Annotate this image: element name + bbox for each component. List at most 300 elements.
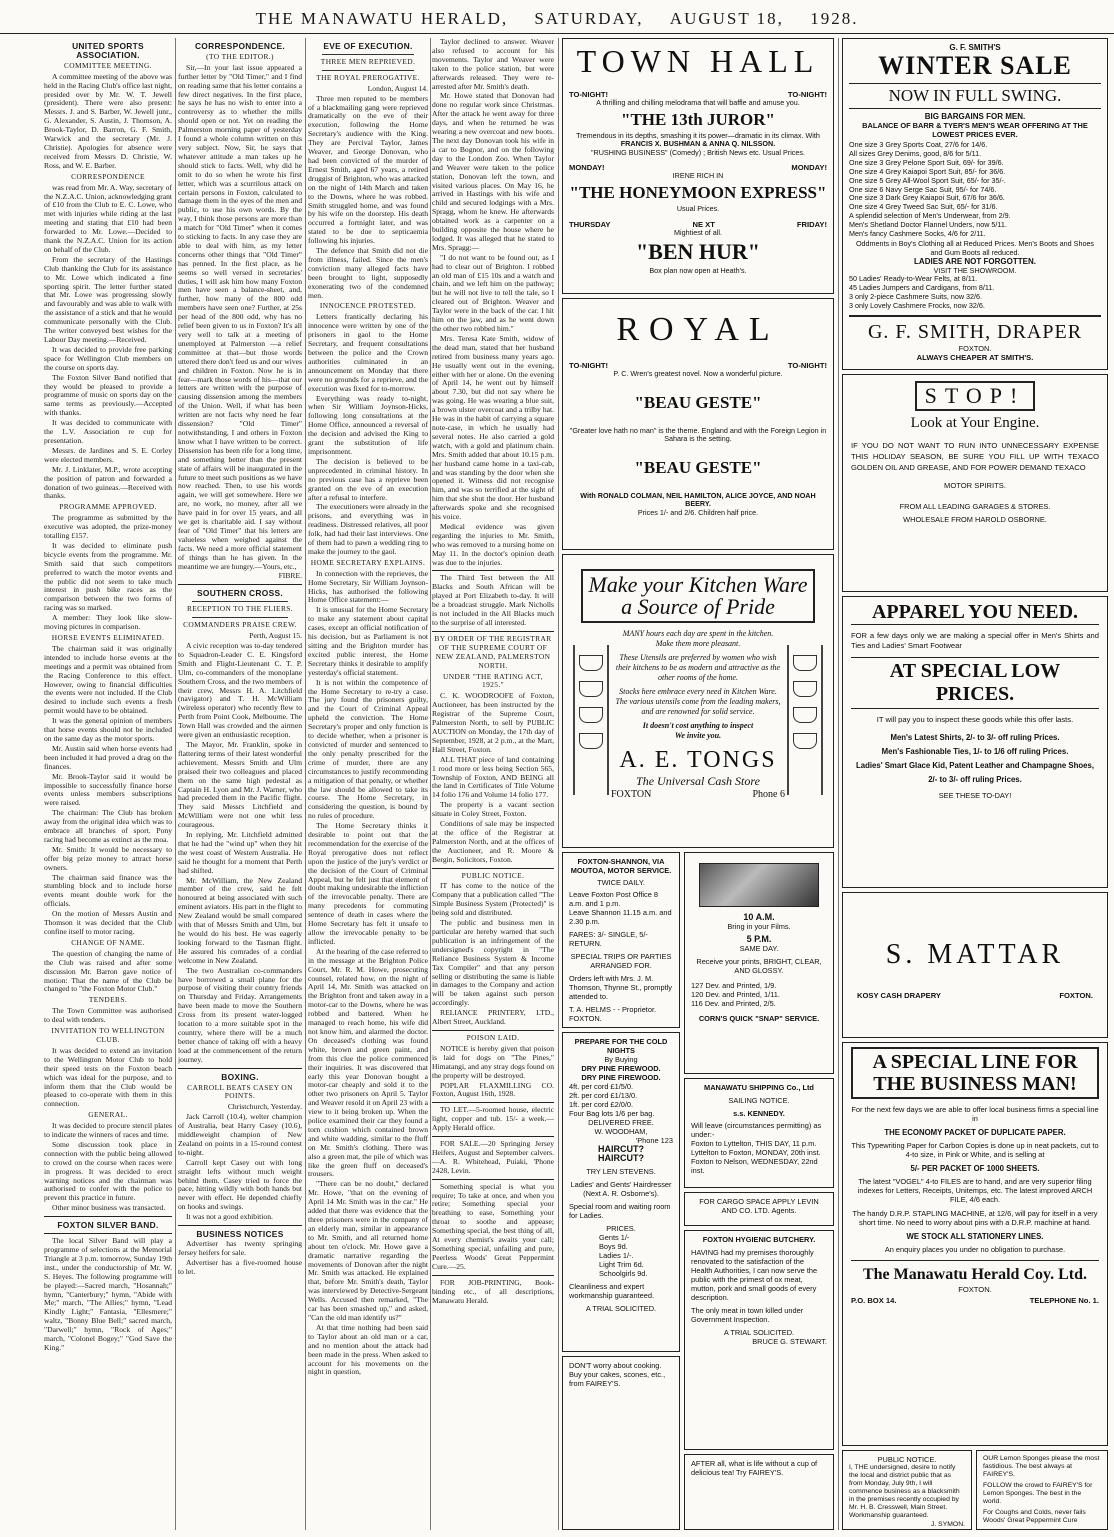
- classified-ad: FOR SALE.—20 Springing Jersey Heifers, August and September calvers.—A. R. Whitehead, Puiaki, 'Phone 2428, Levin.: [432, 1139, 554, 1175]
- sale-item: All sizes Grey Denims, good, 8/6 for 5/11.: [849, 148, 982, 158]
- paragraph: Letters frantically declaring his innocence were written by one of the prisoners in gaol to the Home Secretary, and frequent consultations between the police and the Crown authorities culminated in an announcement on Monday that there were no grounds for a reprieve, and the execution was fixed for to-morrow.: [308, 312, 428, 393]
- ad-text: Leave Shannon 11.15 a.m. and 2.30 p.m.: [569, 908, 672, 926]
- cast: FRANCIS X. BUSHMAN & ANNA Q. NILSSON.: [620, 139, 776, 149]
- ad-text: FARES: 3/- SINGLE, 5/- RETURN.: [569, 930, 648, 948]
- ad-text: "RUSHING BUSINESS" (Comedy) ; British News etc. Usual Prices.: [591, 147, 805, 157]
- publisher-name: The Manawatu Herald Coy. Ltd.: [851, 1260, 1099, 1285]
- paragraph: Advertiser has twenty springing Jersey heifers for sale.: [178, 1239, 302, 1257]
- day-label: FRIDAY!: [796, 219, 827, 229]
- store-tagline: The Universal Cash Store: [636, 774, 760, 788]
- paragraph: From the secretary of the Hastings Club thanking the Club for its assistance to Mr. Lowe which indicated a fine sporting spirit. The letter further stated that Mr. Lowe was progressing slowly and favourably and was able to walk with the assistance of a stick and that he would communicate personally with the Club. The writer conveyed best wishes for the Labour Day meeting.—Received.: [44, 254, 172, 344]
- ad-text: WHOLESALE FROM HAROLD OSBORNE.: [903, 515, 1047, 524]
- po-box: P.O. BOX 14.: [851, 1296, 897, 1306]
- paragraph: Everything was ready to-night, when Sir William Joynson-Hicks, following long consultations at the Home Office, announced a reversal of the decision and advised the King to grant the substitution of life imprisonment.: [308, 393, 428, 456]
- sale-list: [849, 141, 1101, 239]
- subhead: CHANGE OF NAME.: [71, 937, 145, 947]
- ad-text: DRY PINE FIREWOOD.: [581, 1064, 661, 1073]
- divider: [178, 1068, 302, 1069]
- paragraph: Some discussion took place in connection with the public being allowed to crowd on the course when races were in progress. It was decided to erect warning notices and the chairman was authorised to confer with the police to prevent this practice in future.: [44, 1139, 172, 1203]
- ad-text: By Buying: [604, 1055, 638, 1064]
- paragraph: Conditions of sale may be inspected at the office of the Registrar at Palmerston North, and at the offices of the Auctioneer, and R. Moore & Bergin, Solicitors, Foxton.: [432, 819, 554, 864]
- ad-text: Stocks here embrace every need in Kitchen Ware. The various utensils come from the leading makers, and are renowned for solid service.: [615, 687, 781, 716]
- film-title: "THE HONEYMOON EXPRESS": [569, 182, 827, 202]
- ad-text: Foxton to Lyttelton, THIS DAY, 11 p.m.: [691, 1139, 817, 1148]
- column-rule: [305, 38, 306, 1530]
- ad-title: FOXTON-SHANNON, VIA MOUTOA, MOTOR SERVICE.: [570, 857, 672, 875]
- ad-text: IF YOU DO NOT WANT TO RUN INTO UNNECESSARY EXPENSE THIS HOLIDAY SEASON, BE SURE YOU FILL UP WITH TEXACO GOLDEN OIL AND GREASE, AND FOR POWER DEMAND TEXACO: [851, 441, 1099, 472]
- paragraph: The chairman said finance was the stumbling block and to include horse events meant double work for the officials.: [44, 872, 172, 909]
- ad-text: Bring in your Films.: [727, 922, 791, 931]
- price-line: 1ft. per cord £2/0/0.: [569, 1100, 634, 1109]
- ad-text: Prices 1/- and 2/6. Children half price.: [637, 507, 759, 517]
- ad-lemon-sponges: [976, 1450, 1108, 1530]
- subhead: RECEPTION TO THE FLIERS.: [186, 604, 294, 614]
- sale-item: One size 3 Grey Pelone Sport Suit, 69/- for 39/6.: [849, 157, 1004, 167]
- subhead: INNOCENCE PROTESTED.: [319, 301, 417, 311]
- paragraph: Mr. Austin said when horse events had been included it had proved a drag on the finances.: [44, 743, 172, 771]
- ad-text: For the next few days we are able to offer local business firms a special line in: [851, 1105, 1099, 1124]
- headline-boxing: BOXING.: [221, 1071, 259, 1082]
- column-rule: [430, 38, 431, 1530]
- price-line: Ladies 1/-.: [599, 1251, 634, 1260]
- ad-text: MOTOR SPIRITS.: [944, 481, 1006, 490]
- ad-text: Oddments in Boy's Clothing all at Reduced Prices. Men's Boots and Shoes and Gum Boots all reduced.: [855, 238, 1095, 257]
- ad-text: Box plan now open at Heath's.: [649, 266, 747, 276]
- subhead: CARROLL BEATS CASEY ON POINTS.: [187, 1082, 293, 1101]
- pot-icon: [793, 707, 817, 723]
- paragraph: The question of changing the name of the Club was raised and after some discussion Mr. Barron gave notice of motion: That the name of the Club be changed to "the Foxton Motor Club.": [44, 948, 172, 994]
- dateline: Perth, August 15.: [249, 631, 302, 641]
- column-rule: [175, 38, 176, 1530]
- ad-title: HAIRCUT?: [598, 1144, 644, 1154]
- paragraph: The Mayor, Mr. Franklin, spoke in flattering terms of their latest wonderful achievement. Messrs Smith and Ulm praised their two colleagues and placed them on the same high pedestal as Captain H. Lyon and Mr. J. Warner, who had preceded them in the Pacific flight. They said Messrs Litchfield and McWilliam were not one whit less courageous.: [178, 739, 302, 830]
- pot-icon: [793, 655, 817, 671]
- ad-text: These Utensils are preferred by women who wish their kitchens to be as modern and attractive as the other rooms of the home.: [615, 653, 781, 682]
- ad-text: For Coughs and Colds, never fails Woods' Great Peppermint Cure: [983, 1509, 1086, 1524]
- ad-text: SEE THESE TO-DAY!: [938, 791, 1012, 800]
- ad-text: It doesn't cost anything to inspect: [642, 721, 754, 730]
- ad-text: Ladies' and Gents' Hairdresser (Next A. R. Osborne's).: [570, 1180, 672, 1198]
- sale-item: One size 3 Dark Grey Kaiapoi Suit, 67/6 for 36/6.: [849, 193, 1005, 203]
- paragraph: IT has come to the notice of the Company that a publication called "The Simple Business System (Protected)" is being sold and distributed.: [432, 881, 554, 918]
- subhead: COMMANDERS PRAISE CREW.: [183, 620, 297, 630]
- paragraph: A civic reception was to-day tendered to Squadron-Leader C. E. Kingsford Smith and Flight-Lieutenant C. T. P. Ulm, co-commanders of the monoplane Southern Cross, and the two members of their crew, Messrs H. A. Litchfield (navigator) and T. H. McWilliam (wireless operator) who recently flew to Perth from Point Cook, Melbourne. The Town Hall was crowded and the airmen were given an enthusiastic reception.: [178, 641, 302, 740]
- paragraph: The Foxton Silver Band notified that they would be pleased to provide a programme of music on sports day on the same terms as previously.—Accepted with thanks.: [44, 372, 172, 418]
- ad-text: VISIT THE SHOWROOM.: [933, 265, 1017, 275]
- ad-text: FOLLOW the crowd to FAIREY'S for Lemon Sponges. The best in the world.: [983, 1482, 1093, 1505]
- paragraph: The Third Test between the All Blacks and South African will be played at Port Elizabeth to-day. It will be a broadcast struggle. Mark Nicholls is not included in the All Blacks much to the surprise of all interested.: [432, 573, 554, 627]
- ad-text: A TRIAL SOLICITED.: [585, 1304, 657, 1313]
- ad-text: PRICES.: [606, 1224, 636, 1233]
- divider: [432, 1275, 554, 1276]
- ad-text: Tremendous in its depths, smashing it its power—dramatic in its climax. With: [576, 130, 820, 140]
- telephone: TELEPHONE No. 1.: [1029, 1296, 1099, 1306]
- paragraph: The executioners were already in the prisons, and everything was in readiness. Distressed relatives, all poor folk, had had their last interviews. One of them had to pawn a wedding ring to make the journey to the gaol.: [308, 502, 428, 556]
- headline-southern-cross: SOUTHERN CROSS.: [197, 588, 283, 599]
- ad-text: The only meat in town killed under Government Inspection.: [691, 1306, 804, 1324]
- signature: FIBRE.: [278, 571, 302, 581]
- dateline: London, August 14.: [367, 83, 428, 93]
- paragraph: "There can be no doubt," declared Mr. Howe, "that on the evening of April 14 Mr. Smith was in the car." He added that there was evidence that the three prisoners were in the company of an elderly man, similar in appearance to Mr. Smith, and all returned home about ten o'clock. Mr. Howe gave a dramatic narrative regarding the movements of Donovan after the night Mr. Smith was attacked. He explained that, before Mr. Smith's death, Taylor was interviewed by Detective-Sergeant Wells. Accused then remarked, "The car has been smashed up," and asked, "Can the old man identify us?": [308, 1179, 428, 1322]
- divider: [178, 584, 302, 585]
- subhead: INVITATION TO WELLINGTON CLUB.: [51, 1026, 165, 1044]
- ad-title: ROYAL: [616, 311, 780, 348]
- ad-texaco: [842, 374, 1108, 592]
- pot-icon: [579, 681, 603, 697]
- ad-text: FOXTON.: [958, 343, 992, 353]
- ad-text: Will leave (circumstances permitting) as under:-: [691, 1121, 822, 1139]
- paragraph: Mr. Smith: It would be necessary to offer big prize money to attract horse owners.: [44, 844, 172, 872]
- ad-text: A TRIAL SOLICITED.: [723, 1328, 795, 1337]
- paragraph: was read from Mr. A. Way, secretary of the N.Z.A.C. Union, acknowledging grant of £10 from the Club to E. C. Lowe, who met with injuries while riding at the last meeting and stating that £10 had been forwarded to Mr. Lowe.—Decided to thank the N.Z.A.C. Union for its action on behalf of the Club.: [44, 182, 172, 254]
- subhead: THREE MEN REPRIEVED.: [320, 56, 416, 66]
- ad-text: Lyttelton to Foxton, MONDAY, 20th inst.: [691, 1148, 821, 1157]
- ad-text: Foxton to Nelson, WEDNESDAY, 22nd inst.: [691, 1157, 818, 1175]
- ad-text: HAVING had my premises thoroughly renovated to the satisfaction of the Health Authorities, I can now serve the public with the primest of ox meat, mutton, pork and small goods of every description.: [691, 1248, 818, 1302]
- ad-text: FOXTON.: [958, 1285, 992, 1295]
- headline-business-notices: BUSINESS NOTICES: [196, 1229, 284, 1240]
- classified-ad: Something special is what you require; To take at once, and when you retire; Something special your breathing to ease, Something your throat to soothe and appease; Something special, the best thing of all, At every chemist's awaits your call; Something special, unfailing and pure, Peerless Woods' Great Peppermint Cure.—25.: [432, 1181, 554, 1271]
- masthead: [0, 0, 1114, 34]
- paragraph: Mr. J. Linklater, M.P., wrote accepting the position of patron and forwarded a donation of two guineas.—Received with thanks.: [44, 464, 172, 501]
- day-label: NE XT: [692, 219, 715, 229]
- ad-subtitle: NOW IN FULL SWING.: [849, 83, 1101, 109]
- paragraph: Sir,—In your last issue appeared a further letter by "Old Timer," and I find on reading same that his letter contains a few direct negatives. In the first place, he says he has no wish to enter into a controversy as to whether the mills should open or not. Yet on reading the Palmerston morning paper of yesterday I found a whole column written on this very subject. Now, Sir, he says that whatever attitude a man takes up he should stick to facts. Well, why did he omit to do so when he wrote his first letter, which was a scurrilous attack on certain persons in Foxton, calculated to damage them in the eyes of the men and public, to use his own words. By the way, I think those persons are more than a match for "Old Timer" when it comes to sticking to facts. In any case they are able to deal with him, as my letter concerns other things that "Old Timer" has penned. In the first place, as he seems so well versed in secretaries' duties, I will ask him how many Foxton men have seen a balance-sheet, and, further, how many of the 800 odd members have seen one? Further, at 25s per head of the 800 odd, why has no relief been given to us in Foxton? It's all very well to talk at a meeting of unemployed at Palmerston —a relief committee at that—but those words uttered there don't feed us and our wives and children in Foxton. Now he is in fear—mark those words of his—that our letters are written with the purpose of causing dissension among the members of the Union. Well, if what has been written are not facts why need he fear dissension? "Old Timer" notwithstanding, I and others in Foxton know what I have written to be correct. Dissension has been rife for a long time, and something better than the present state of affairs will be inaugurated in the future to meet such positions as we have now reached. Then, to use his words again, we will get somewhere. Here we are, no work, no money, after all we have paid in for over 15 years, and all we get is charitable aid. I say without fear of "Old Timer" that his letters are valueless when weighed against the facts. We need a more official statement of things than he has given. In the meantime we are hungry.—Yours, etc.,: [178, 62, 302, 571]
- ad-text: SAILING NOTICE.: [728, 1096, 790, 1105]
- phone: 'Phone 123: [635, 1136, 673, 1145]
- ad-text: Mightiest of all.: [674, 227, 722, 237]
- paragraph: The two Australian co-commanders have borrowed a small plane for the purpose of visiting their country friends on Thursday and Friday. Arrangements have been made to move the Southern Cross from its present water-logged location to a more suitable spot in the country, where there will be a much better chance of taking off with a heavy load at the commencement of the return journey.: [178, 965, 302, 1064]
- ad-text: TWICE DAILY.: [597, 878, 645, 887]
- price-line: 116 Dev. and Printed, 2/5.: [691, 999, 776, 1008]
- ad-title: PREPARE FOR THE COLD NIGHTS: [574, 1037, 668, 1055]
- ad-text: FOR CARGO SPACE APPLY LEVIN AND CO. LTD. Agents.: [699, 1197, 819, 1215]
- sale-item: A splendid selection of Men's Underwear, from 2/9.: [849, 211, 1011, 221]
- store-location: FOXTON: [611, 789, 652, 800]
- column-rule: [838, 38, 839, 1530]
- ad-text: DON'T worry about cooking. Buy your cakes, scones, etc., from FAIREY'S.: [569, 1361, 666, 1388]
- notice-subhead: UNDER "THE RATING ACT, 1925.": [443, 671, 543, 690]
- ad-text: MANY hours each day are spent in the kitchen. Make them more pleasant.: [622, 629, 774, 648]
- ad-text: Cleanliness and expert workmanship guaranteed.: [569, 1282, 655, 1300]
- sale-item: 45 Ladies Jumpers and Cardigans, from 8/11.: [849, 282, 995, 292]
- paragraph: Jack Carroll (10.4), welter champion of Australia, beat Harry Casey (10.6), middleweight champion of New Zealand on points in a 15-round contest to-night.: [178, 1112, 302, 1157]
- ad-text: Leave Foxton Post Office 8 a.m. and 1 p.m.: [569, 890, 659, 908]
- ad-text: This Typewriting Paper for Carbon Copies is done up in neat packets, cut to 4-to size, in Pink or White, and is selling at: [851, 1140, 1099, 1160]
- subhead: CORRESPONDENCE: [71, 171, 145, 181]
- ad-text: FOR a few days only we are making a special offer in Men's Shirts and Ties and Ladies' Smart Footwear: [851, 631, 1099, 650]
- sale-list: [849, 275, 1101, 311]
- subhead: THE ROYAL PREROGATIVE.: [316, 72, 420, 82]
- ad-title: A SPECIAL LINE FOR THE BUSINESS MAN!: [851, 1047, 1099, 1099]
- price-line: Light Trim 6d.: [599, 1260, 644, 1269]
- ad-text: A thrilling and chilling melodrama that will baffle and amuse you.: [596, 98, 800, 107]
- issue-date: AUGUST 18,: [669, 9, 784, 28]
- offer-line: Ladies' Smart Glace Kid, Patent Leather and Champagne Shoes, 2/- to 3/- off ruling Prices.: [856, 761, 1094, 784]
- ad-butchery: [684, 1230, 834, 1450]
- paragraph: A committee meeting of the above was held in the Racing Club's office last night, presided over by Mr. W. T. Jewell (president). There were also present: Messrs. J. and S. Barber, W. Jewell junr., G. Alexander, S. Austin, J. Thomson, A. Brook-Taylor, D. Barron, G. F. Smith, Warwick and the secretary (Mr. J. Christie). Apologies for absence were received from Messrs D. Christie, W. Ross, and W. E. Barber.: [44, 71, 172, 170]
- paragraph: "I do not want to be found out, as I had to clear out of Brighton. I robbed an old man of £15 10s and a watch and chain, and we left him on the pathway; but he will not live to tell the tale, so I cleared out of Brighton. Weaver and Taylor were in the back of the car. I hit him on the jaw, and as he went down the other two robbed him.": [432, 252, 554, 333]
- sale-item: One size 5 Grey All-Wool Sport Suit, 65/- for 35/-.: [849, 175, 1006, 185]
- offer-line: Men's Fashionable Ties, 1/- to 1/6 off ruling Prices.: [881, 747, 1069, 756]
- paragraph: The programme as submitted by the executive was adopted, the prize-money totalling £157.: [44, 513, 172, 541]
- ad-cargo: [684, 1192, 834, 1226]
- sale-item: 3 only Lovely Cashmere Frocks, now 32/6.: [849, 300, 985, 310]
- paragraph: Three men reputed to be members of a blackmailing gang were reprieved dramatically on the eve of their execution, following the Home Secretary's audience with the King. They are Percival Taylor, James Weaver, and George Donovan, who had been convicted of the murder of Ernest Smith, aged 67 years, a retired druggist of Brighton, who was attacked on the night of 14th March and taken to the Downs, where he was robbed. Smith struggled home, and was found by his wife on the doorstep. His death occurred a fortnight later, and was stated to be due to septicaemia following his injuries.: [308, 93, 428, 246]
- pot-icon: [793, 681, 817, 697]
- ad-stationery: [842, 1042, 1108, 1446]
- paragraph: Mrs. Teresa Kate Smith, widow of the dead man, stated that her husband retired from business many years ago. He usually went out in the evening, either with her or alone. On the evening of April 14, he went out by himself about 7.30, but did not say where he was going. He was wearing a blue suit, a brown ulster overcoat and a trilby hat. He was in the habit of carrying a square note-case, in which he usually had several notes. He also carried a gold watch, with a gold and platinum chain. Mrs. Smith added that about 10.15 p.m. her husband came home in a taxi-cab, and was standing by the door when she opened it. Witness did not recognise him, and was so terrified at the sight of him that she shut the door. Her husband afterwards spoke and she recognised his voice.: [432, 333, 554, 522]
- divider: [432, 1030, 554, 1031]
- film-title: "BEAU GESTE": [634, 392, 762, 412]
- paragraph: The Town Committee was authorised to deal with tenders.: [44, 1006, 172, 1025]
- ad-tea: [684, 1454, 834, 1530]
- divider: [44, 1233, 172, 1234]
- headline-sports: UNITED SPORTS ASSOCIATION.: [72, 41, 144, 60]
- ad-title: FOXTON HYGIENIC BUTCHERY.: [702, 1235, 816, 1244]
- camera-illustration: [699, 863, 819, 907]
- column-3: [308, 38, 428, 1530]
- divider: [44, 1216, 172, 1217]
- paragraph: The property is a vacant section situate in Coley Street, Foxton.: [432, 800, 554, 819]
- paragraph: The chairman: The Club has broken away from the original idea which was to embrace all branches of sport. Pony racing had become as extinct as the moa.: [44, 808, 172, 844]
- divider: [432, 570, 554, 571]
- ad-cakes: [562, 1356, 680, 1530]
- ad-text: P. C. Wren's greatest novel. Now a wonderful picture.: [613, 369, 783, 378]
- ad-text: CORN'S QUICK "SNAP" SERVICE.: [698, 1014, 820, 1023]
- ad-text: WE STOCK ALL STATIONERY LINES.: [906, 1231, 1044, 1241]
- subhead: GENERAL.: [88, 1110, 128, 1120]
- tonight-label: TO-NIGHT!: [569, 361, 609, 370]
- ad-text: The latest "VOGEL" 4-to FILES are to hand, and are very superior filing indexes for Letters, Receipts, Unitemps, etc. The latest improved ARCH FILE, 4/6 each.: [857, 1176, 1093, 1205]
- paragraph: At that time nothing had been said to Taylor about an old man or a car, and no mention about the attack had been made in the press. When asked to account for his movements on the night in question,: [308, 1322, 428, 1377]
- ad-text: 10 A.M.: [743, 912, 775, 922]
- headline-band: FOXTON SILVER BAND.: [57, 1220, 159, 1231]
- ad-text: "Greater love hath no man" is the theme. England and with the Foreign Legion in Sahara is the setting.: [569, 425, 827, 444]
- signature: W. WOODHAM,: [594, 1127, 648, 1136]
- paragraph: Other minor business was transacted.: [52, 1203, 166, 1213]
- classified-ad: TO LET.—5-roomed house, electric light, copper and tub. 15/- a week.—Apply Herald office.: [432, 1105, 554, 1133]
- paragraph: Advertiser has a five-roomed house to let.: [178, 1257, 302, 1276]
- subhead: HOME SECRETARY EXPLAINS.: [310, 557, 426, 567]
- ad-firewood-haircut: [562, 1032, 680, 1352]
- paragraph: It was not a good exhibition.: [186, 1212, 273, 1222]
- store-phone: Phone 6: [752, 789, 785, 800]
- tonight-label: TO-NIGHT!: [787, 361, 827, 370]
- paragraph: A member: They look like slow-moving pictures in comparison.: [44, 613, 172, 632]
- day-label: MONDAY!: [791, 163, 827, 173]
- ad-title: WINTER SALE: [878, 51, 1072, 80]
- issue-year: 1928.: [810, 9, 859, 28]
- paragraph: On the motion of Messrs Austin and Thomson it was decided that the Club confine itself to motor racing.: [44, 909, 172, 936]
- ad-photo-service: [684, 852, 834, 1074]
- price-line: 120 Dev. and Printed, 1/11.: [691, 990, 780, 999]
- paragraph: It was decided to provide free parking space for Wellington Club members on the course on sports day.: [44, 344, 172, 372]
- ad-text: We invite you.: [674, 731, 722, 740]
- ad-apparel: [842, 596, 1108, 888]
- headline-execution: EVE OF EXECUTION.: [323, 41, 413, 51]
- paragraph: The public and business men in particular are hereby warned that such publication is an infringement of the undersigned's copyright in "The Reliance Business System & Income Tax Compiler" and that any person selling or distributing the same is liable in damages to the Company and action will be taken against such person accordingly.: [432, 918, 554, 1008]
- ad-title: APPAREL YOU NEED.: [851, 601, 1099, 625]
- sale-item: One size 6 Navy Serge Sac Suit, 95/- for 74/6.: [849, 184, 997, 194]
- ad-mattar: [842, 892, 1108, 1038]
- ad-text: ALWAYS CHEAPER AT SMITH'S.: [916, 352, 1034, 362]
- ad-title: TOWN HALL: [576, 43, 820, 79]
- price-line: Schoolgirls 9d.: [599, 1269, 648, 1278]
- signature: BRUCE G. STEWART.: [752, 1337, 827, 1346]
- ad-text: THE ECONOMY PACKET OF DUPLICATE PAPER.: [884, 1127, 1066, 1137]
- ad-text: Special room and waiting room for Ladies.: [569, 1202, 671, 1220]
- issue-day: SATURDAY,: [534, 9, 644, 28]
- ad-headline: AT SPECIAL LOW PRICES.: [851, 657, 1099, 709]
- ad-text: DELIVERED FREE.: [588, 1118, 654, 1127]
- paragraph: Messrs. de Jardines and S. E. Corley were elected members.: [44, 445, 172, 464]
- ad-text: I, THE undersigned, desire to notify the local and district public that as from Monday, July 9th, I will commence business as a blacksmith in the premises recently occupied by Mr. H. B. Cresswell, Main Street. Workmanship guaranteed.: [849, 1464, 960, 1519]
- ad-headline: Make your Kitchen Ware a Source of Pride: [581, 569, 815, 623]
- column-1: [44, 38, 172, 1530]
- cast: With RONALD COLMAN, NEIL HAMILTON, ALICE JOYCE, AND NOAH BEERY.: [580, 490, 816, 509]
- vessel-name: s.s. KENNEDY.: [733, 1109, 785, 1118]
- sale-item: One size 4 Grey Kaiapoi Sport Suit, 85/- for 36/6.: [849, 166, 1006, 176]
- ad-text: FROM ALL LEADING GARAGES & STORES.: [899, 502, 1051, 511]
- column-2: [178, 38, 302, 1530]
- paragraph: In connection with the reprieves, the Home Secretary, Sir William Joynson-Hicks, has authorised the following Home Office statement:—: [308, 568, 428, 605]
- ad-text: FOXTON.: [1059, 991, 1093, 1000]
- price-line: 2ft. per cord £1/13/0.: [569, 1091, 638, 1100]
- paragraph: It was decided to communicate with the L.V. Association re cup for presentation.: [44, 418, 172, 445]
- pot-icon: [579, 655, 603, 671]
- ad-text: DRY PINE FIREWOOD.: [581, 1073, 661, 1082]
- draper-name: G. F. SMITH, DRAPER: [849, 315, 1101, 344]
- divider: [192, 601, 288, 602]
- divider: [322, 54, 414, 55]
- ad-text: The handy D.R.P. STAPLING MACHINE, at 12/6, will pay for itself in a very short time. No need to worry about pins with a D.R.P. machine at hand.: [852, 1208, 1098, 1228]
- pot-icon: [579, 733, 603, 749]
- paragraph: It is not within the competence of the Home Secretary to re-try a case. The jury found the prisoners guilty, and the Court of Criminal Appeal upheld the conviction. The Home Secretary's proper and only function is to decide whether, when a prisoner is convicted of murder and sentenced to the only penalty prescribed for the crime of murder, there are any circumstances to justify recommending a mitigation of that penalty, or whether the law should be allowed to take its course. The Home Secretary, in considering the question, is bound by no rules of procedure.: [308, 677, 428, 821]
- notice-heading: POISON LAID.: [466, 1032, 520, 1042]
- paragraph: C. K. WOODROOFE of Foxton, Auctioneer, has been instructed by the Registrar of the Supreme Court, Palmerston North, to sell by PUBLIC AUCTION on Monday, the 17th day of September, 1928, at 2 p.m., at the Mart, Hall Street, Foxton.: [432, 691, 554, 754]
- offer-line: Men's Latest Shirts, 2/- to 3/- off ruling Prices.: [890, 733, 1060, 742]
- price-line: 4ft. per cord £1/5/0.: [569, 1082, 634, 1091]
- ad-text: TRY LEN STEVENS.: [586, 1167, 656, 1176]
- price-line: 127 Dev. and Printed, 1/9.: [691, 981, 777, 990]
- ad-firm: G. F. SMITH'S: [949, 43, 1001, 52]
- ad-winter-sale: [842, 38, 1108, 370]
- paragraph: Taylor declined to answer. Weaver also refused to account for his movements. Taylor and Weaver were taken to the police station, but were afterwards released. They were re-arrested after Mr. Smith's death.: [432, 38, 554, 91]
- column-4: [432, 38, 554, 1530]
- ad-text: 5/- PER PACKET OF 1000 SHEETS.: [910, 1163, 1040, 1173]
- ad-text: SPECIAL TRIPS OR PARTIES ARRANGED FOR.: [570, 952, 672, 970]
- paragraph: The defence that Smith did not die from illness, failed. Since the men's conviction many alleged facts have been brought to light, supposedly exonerating two of the condemned men.: [308, 246, 428, 300]
- price-line: Four Bag lots 1/6 per bag.: [569, 1109, 655, 1118]
- ad-kitchen-ware: [562, 554, 834, 848]
- paragraph: Mr. Brook-Taylor said it would be impossible to successfully finance horse events unless members subscriptions were raised.: [44, 771, 172, 808]
- dateline: Christchurch, Yesterday.: [227, 1102, 302, 1112]
- ad-motor-service: [562, 852, 680, 1028]
- paragraph: It is unusual for the Home Secretary to make any statement about capital cases, except an official notification of his decision, but as Parliament is not sitting and the Brighton murder has excited public interest, the Home Secretary thinks it desirable to amplify yesterday's official statement.: [308, 605, 428, 677]
- sale-item: One size 4 Grey Tweed Sac Suit, 65/- for 31/6.: [849, 202, 998, 212]
- headline-correspondence: CORRESPONDENCE.: [194, 41, 286, 51]
- pot-icon: [793, 733, 817, 749]
- divider: [192, 617, 288, 618]
- ad-text: OUR Lemon Sponges please the most fastidious. The best always at FAIREY'S.: [983, 1455, 1100, 1478]
- ad-title: HAIRCUT?: [598, 1153, 644, 1163]
- divider: [432, 1136, 554, 1137]
- ad-text: KOSY CASH DRAPERY: [857, 991, 941, 1000]
- subhead: TENDERS.: [88, 995, 128, 1005]
- ad-text: Orders left with Mrs. J. M. Thomson, Thynne St., promptly attended to.: [569, 974, 672, 1001]
- ad-text: SAME DAY.: [739, 944, 779, 953]
- divider: [432, 1179, 554, 1180]
- paragraph: In replying, Mr. Litchfield admitted that he had the "wind up" when they hit the west coast of Western Australia. He said he thought for a moment that Perth had shifted.: [178, 830, 302, 875]
- signature: J. SYMON.: [931, 1521, 965, 1528]
- subhead: COMMITTEE MEETING.: [63, 60, 153, 70]
- paragraph: ALL THAT piece of land containing 1 rood more or less being Section 565, Township of Foxton, AND BEING all the land in Certificates of Title Volume 14 folio 176 and Volume 14 folio 177.: [432, 754, 554, 800]
- tonight-label: TO-NIGHT!: [569, 90, 609, 99]
- tonight-label: TO-NIGHT!: [787, 90, 827, 99]
- ad-title: PUBLIC NOTICE.: [877, 1455, 937, 1464]
- ad-title: MANAWATU SHIPPING Co., Ltd: [704, 1083, 814, 1092]
- shelf-illustration: [573, 645, 609, 795]
- paragraph: At the hearing of the case referred to in the message at the Brighton Police Court, Mr. R. M. Howe, prosecuting counsel, related how, on the night of April 14, Mr. Smith was attacked on the Brighton front and taken away in a motor-car to the Downs, where he was robbed and battered. When he managed to reach home, his wife did not know him, and alarmed the doctor. On deceased's clothing was found white, brown and green paint, and from this clue the police commenced their inquiries. It was discovered that early this year Donovan bought a motor-car cheaply and sold it to the other two prisoners on April 5. Taylor and Weaver resold it on April 23 with a view to it being broken up. When the police examined their car they found a torn cushion which contained brown and white wadding, similar to the fluff on Mr. Smith's clothing. There was also a green mat, the pile of which was like the green fluff on deceased's trousers.: [308, 946, 428, 1179]
- sale-item: 3 only 2-piece Cashmere Suits, now 32/6.: [849, 291, 983, 301]
- paragraph: The chairman said it was originally intended to include horse events at the meetings and a permit was obtained from the Racing Conference to this effect. However, owing to financial difficulties the events were not included. If the Club desired to include such events a fresh permit would have to be obtained.: [44, 643, 172, 716]
- paragraph: Carroll kept Casey out with long straight lefts without much weight behind them. Casey tried to force the pace, hitting wildly with both hands but never with effect. He depended chiefly on hooks and swings.: [178, 1157, 302, 1212]
- ad-title: S. MATTAR: [885, 939, 1065, 970]
- ad-text: BIG BARGAINS FOR MEN.: [924, 112, 1026, 121]
- signature: POPLAR FLAXMILLING CO. Foxton, August 16th, 1928.: [432, 1080, 554, 1099]
- paragraph: Medical evidence was given regarding the injuries to Mr. Smith, who was removed to a nursing home on May 11. In the doctor's opinion death was due to the injuries.: [432, 521, 554, 567]
- divider: [432, 868, 554, 869]
- ad-text: An enquiry places you under no obligation to purchase.: [884, 1244, 1066, 1254]
- paragraph: It was decided to eliminate push bicycle events from the programme. Mr. Smith said that such competitors preferred to watch the motor events and the public did not seem to take much interest in push bike races as the comparison between the two forms of racing was so marked.: [44, 540, 172, 613]
- subhead: (TO THE EDITOR.): [206, 51, 274, 61]
- ad-text: Receive your prints, BRIGHT, CLEAR, AND GLOSSY.: [696, 957, 822, 975]
- classified-ad: FOR JOB-PRINTING, Book-binding etc., of all descriptions, Manawatu Herald.: [432, 1277, 554, 1305]
- day-label: MONDAY!: [569, 163, 605, 173]
- ad-title: STOP!: [915, 381, 1035, 411]
- subhead: HORSE EVENTS ELIMINATED.: [51, 633, 165, 642]
- ad-town-hall: [562, 38, 834, 294]
- column-rule: [558, 38, 559, 1530]
- day-label: THURSDAY: [569, 219, 611, 229]
- notice-heading: PUBLIC NOTICE.: [461, 870, 525, 880]
- film-title: "BEN HUR": [635, 239, 761, 265]
- paragraph: It was decided to procure stencil plates to indicate the winners of races and time.: [44, 1121, 172, 1140]
- notice-heading: BY ORDER OF THE REGISTRAR OF THE SUPREME COURT OF NEW ZEALAND, PALMERSTON NORTH.: [434, 633, 552, 670]
- divider: [178, 1225, 302, 1226]
- paragraph: The decision is believed to be unprecedented in criminal history. In no previous case has a reprieve been granted on the eve of an execution after a refusal to interfere.: [308, 456, 428, 502]
- pot-icon: [579, 707, 603, 723]
- ad-text: LADIES ARE NOT FORGOTTEN.: [914, 256, 1036, 266]
- ad-text: Usual Prices.: [676, 203, 720, 213]
- paragraph: The Home Secretary thinks it desirable to point out that the recommendation for the exercise of the Royal prerogative does not reflect upon the justice of the jury's verdict or the decision of the Court of Criminal Appeal, but he felt just that element of doubt making undesirable the infliction of the irrevocable penalty. There are many precedents for commuting sentence of death in cases where the Home Secretary has felt it unsafe to allow the irrevocable penalty to be inflicted.: [308, 821, 428, 946]
- paragraph: Mr. McWilliam, the New Zealand member of the crew, said he felt honoured at being associated with such eminent aviators. His part in the flight to New Zealand would be small compared with that of Messrs Smith and Ulm, but he would do his best. He was eagerly looking forward to the Tasman flight. He assured his comrades of a cordial welcome in New Zealand.: [178, 875, 302, 965]
- price-line: Boys 9d.: [599, 1242, 628, 1251]
- paper-name: THE MANAWATU HERALD,: [255, 9, 509, 28]
- ad-shipping: [684, 1078, 834, 1188]
- store-name: A. E. TONGS: [619, 747, 777, 773]
- paragraph: It was decided to extend an invitation to the Wellington Motor Club to hold their speed tests on the Foxton beach which was ideal for the purpose, and to inform them that the Club would be pleased to co-operate with them in this connection.: [44, 1045, 172, 1109]
- paragraph: Mr. Howe stated that Donovan had done no regular work since Christmas. After the attack he went away for three days, and when he returned he was wearing a new overcoat and new boots. The next day Donovan took his wife in a car to Bognor, and on the following day to the London Zoo. When Taylor and Weaver were taken to the police station, Donovan left the town, and visited various places. On May 16, he arrived in Hastings with his wife and child and secured lodgings with a Mrs. Spragg, whom he knew. He afterwards obtained work as a carpenter on a building opposite the house where he lodged. It was alleged that he stated to Mrs. Spragg:—: [432, 91, 554, 252]
- film-title: "BEAU GESTE": [634, 457, 762, 477]
- divider: [432, 631, 554, 632]
- sale-item: 50 Ladies' Ready-to-Wear Felts, at 8/11.: [849, 273, 978, 283]
- paragraph: The local Silver Band will play a programme of selections at the Memorial Triangle at 3 p.m. tomorrow, Sunday 19th inst., under the conductorship of Mr. W. S. Heyes. The following programme will be played:—Sacred march, "Hosannah;" hymn, "Canterbury;" hymn, "Abide with Me;" march, "The Allies;" hymn, "Lead Kindly Light;" Fantasia, "Ellesmere;" waltz, "Bonny Blue Bell;" sacred march, "Darwell;" hymn, "Rock of Ages;" march, "Colonel Bogey;" "God Save the King.": [44, 1236, 172, 1352]
- ad-text: AFTER all, what is life without a cup of delicious tea! Try FAIREY'S.: [691, 1459, 818, 1477]
- star: IRENE RICH IN: [672, 171, 724, 181]
- ad-text: 5 P.M.: [746, 934, 772, 944]
